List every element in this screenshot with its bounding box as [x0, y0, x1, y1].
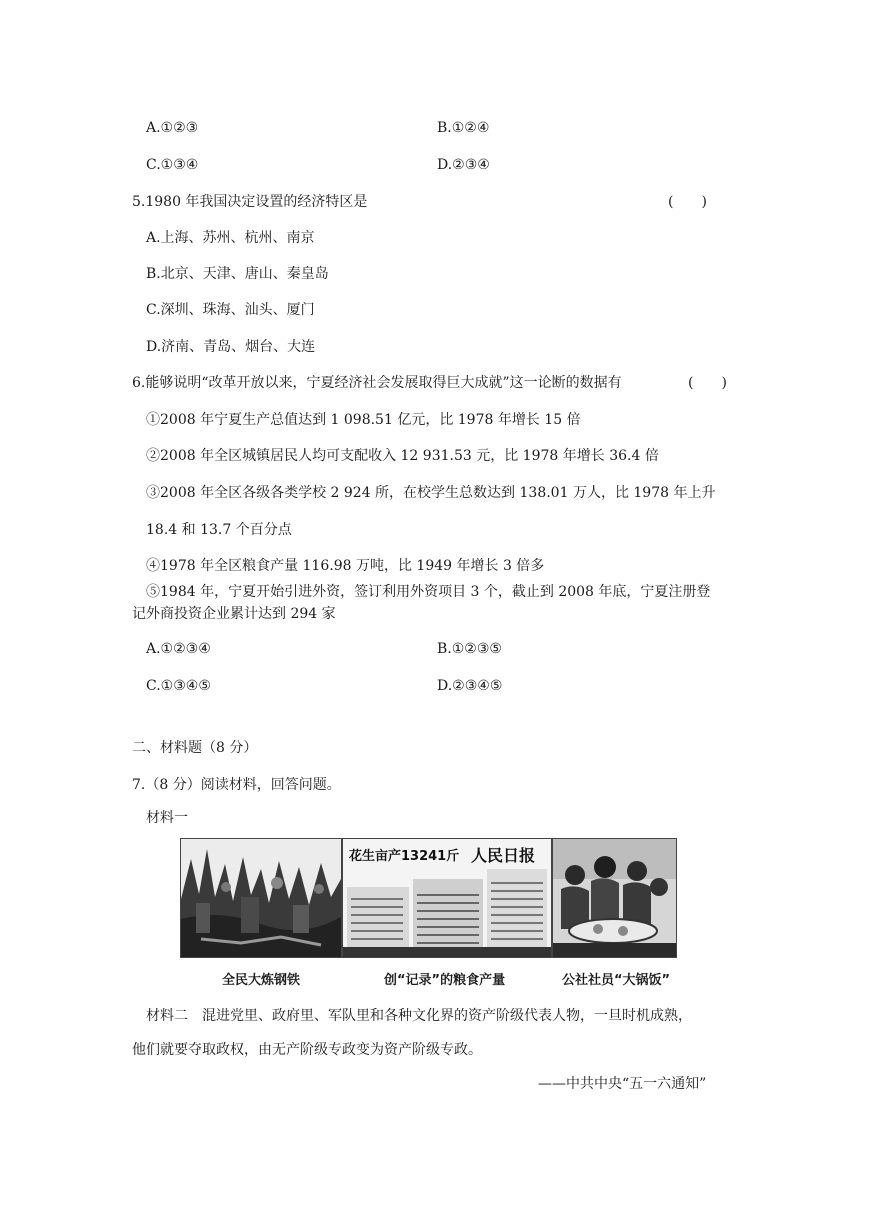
material-1-label: 材料一: [146, 810, 188, 826]
q4-option-d: D.②③④: [437, 157, 490, 173]
q6-item-3-cont: 18.4 和 13.7 个百分点: [146, 522, 292, 538]
q5-option-b: B.北京、天津、唐山、秦皇岛: [146, 266, 329, 282]
q5-option-c: C.深圳、珠海、汕头、厦门: [146, 302, 315, 318]
q4-option-c: C.①③④: [146, 157, 199, 173]
q6-item-4: ④1978 年全区粮食产量 116.98 万吨，比 1949 年增长 3 倍多: [146, 558, 545, 574]
q6-item-5: ⑤1984 年，宁夏开始引进外资，签订利用外资项目 3 个，截止到 2008 年底，宁夏注册登: [146, 584, 711, 600]
q7-stem: 7.（8 分）阅读材料，回答问题。: [132, 777, 341, 793]
q5-answer-blank: ( ): [668, 194, 707, 210]
q6-item-1: ①2008 年宁夏生产总值达到 1 098.51 亿元，比 1978 年增长 15 倍: [146, 412, 581, 428]
q5-option-a: A.上海、苏州、杭州、南京: [146, 230, 315, 246]
q6-item-2: ②2008 年全区城镇居民人均可支配收入 12 931.53 元，比 1978 年增长 36.4 倍: [146, 448, 659, 464]
q6-item-5-cont: 记外商投资企业累计达到 294 家: [132, 606, 336, 622]
q4-option-b: B.①②④: [437, 120, 490, 136]
q6-stem: 6.能够说明“改革开放以来，宁夏经济社会发展取得巨大成就”这一论断的数据有: [132, 375, 622, 391]
q6-option-b: B.①②③⑤: [437, 641, 502, 657]
newspaper-headline: 花生亩产13241斤: [349, 849, 460, 864]
steel-smelting-photo: [180, 838, 342, 958]
material-1-images: [180, 838, 677, 956]
q4-option-a: A.①②③: [146, 120, 199, 136]
commune-canteen-photo: [552, 838, 677, 958]
newspaper-photo: [342, 838, 552, 958]
material-2-line-2: 他们就要夺取政权，由无产阶级专政变为资产阶级专政。: [132, 1042, 482, 1058]
material-2-source: ——中共中央“五一六通知”: [538, 1076, 707, 1092]
q6-item-3: ③2008 年全区各级各类学校 2 924 所，在校学生总数达到 138.01 万人，比 1978 年上升: [146, 485, 716, 501]
q6-answer-blank: ( ): [688, 375, 727, 391]
q5-option-d: D.济南、青岛、烟台、大连: [146, 339, 316, 355]
q5-stem: 5.1980 年我国决定设置的经济特区是: [132, 194, 368, 210]
section-heading: 二、材料题（8 分）: [132, 740, 258, 756]
caption-steel: 全民大炼钢铁: [222, 973, 301, 988]
material-2-line-1: 材料二 混进党里、政府里、军队里和各种文化界的资产阶级代表人物，一旦时机成熟，: [146, 1008, 692, 1024]
q6-option-a: A.①②③④: [146, 641, 211, 657]
q6-option-d: D.②③④⑤: [437, 678, 503, 694]
q6-option-c: C.①③④⑤: [146, 678, 211, 694]
caption-grain: 创“记录”的粮食产量: [384, 973, 506, 988]
newspaper-masthead: 人民日报: [471, 846, 536, 865]
caption-canteen: 公社社员“大锅饭”: [562, 973, 671, 988]
